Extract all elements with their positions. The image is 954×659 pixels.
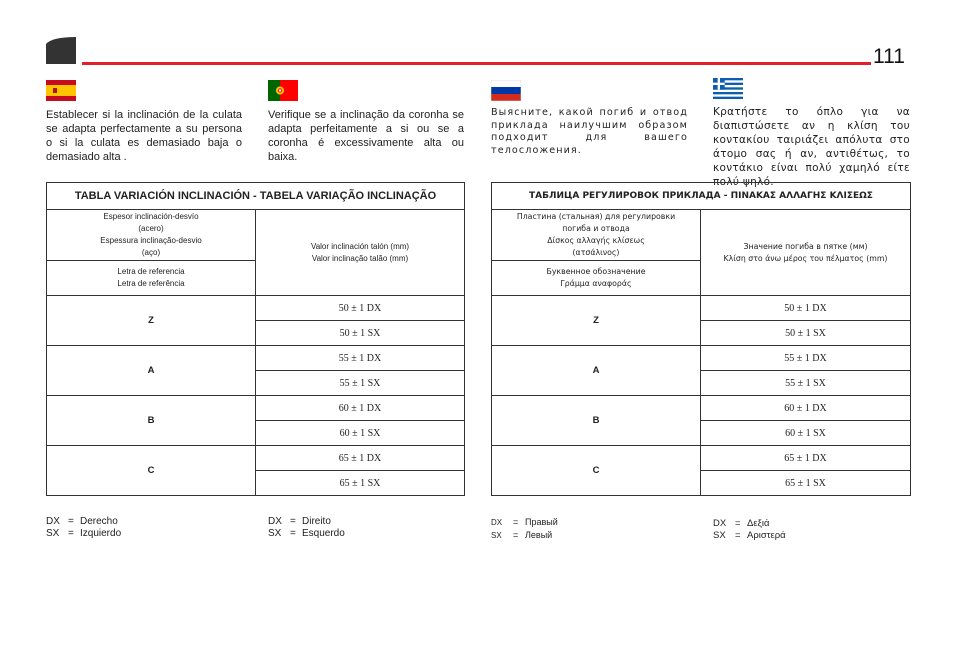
header-line: Valor inclinação talão (mm) [311, 253, 409, 263]
header-plate-thickness [47, 210, 256, 261]
row-letter: A [492, 346, 701, 396]
value-sx: 50 ± 1 SX [256, 321, 465, 346]
legend-value: Правый [525, 517, 558, 527]
header-line: Letra de referência [117, 279, 185, 288]
legend-key: SX [46, 528, 60, 539]
header-line: Espessura inclinação-desvio [100, 236, 202, 245]
legend-key: SX [268, 528, 282, 539]
intro-text-pt: Verifique se a inclinação da coronha se adapta perfeitamente a si ou se a coronha é excessivamente alta ou baixa. [268, 109, 464, 163]
legend-value: Esquerdo [302, 528, 345, 539]
inclination-table-es-pt [46, 182, 465, 496]
header-line: (aço) [141, 248, 161, 257]
header-line: Значение погиба в пятке (мм) [743, 241, 868, 251]
value-sx: 65 ± 1 SX [256, 471, 465, 496]
legend-key: SX [713, 530, 726, 541]
spain-flag-icon [46, 80, 76, 101]
row-letter: Z [47, 296, 256, 346]
header-line: Letra de referencia [117, 267, 185, 276]
row-letter: C [47, 446, 256, 496]
brand-logo [46, 37, 76, 64]
value-dx: 55 ± 1 DX [256, 346, 465, 371]
value-sx: 60 ± 1 SX [256, 421, 465, 446]
header-plate-thickness [492, 210, 701, 261]
row-letter: C [492, 446, 701, 496]
header-line: Κλίση στο άνω μέρος του πέλματος (mm) [723, 253, 888, 263]
intro-text-es: Establecer si la inclinación de la culata se adapta perfectamente a su persona o si la culata es demasiado baja o demasiado alta . [46, 109, 242, 163]
russia-flag-icon [491, 80, 521, 101]
header-line: Valor inclinación talón (mm) [310, 241, 410, 251]
row-letter: Z [492, 296, 701, 346]
row-letter: B [47, 396, 256, 446]
legend-key: SX [491, 531, 502, 540]
header-line: (ατσάλινος) [572, 248, 620, 257]
value-dx: 50 ± 1 DX [256, 296, 465, 321]
intro-text-el: Κρατήστε το όπλο για να διαπιστώσετε αν η κλίση του κοντακίου ταιριάζει απόλυτα στο άτομο σας ή αν, αντιθέτως, το κοντάκιο είναι πολύ χαμηλό είτε πολύ ψηλό. [713, 106, 910, 188]
value-dx: 60 ± 1 DX [256, 396, 465, 421]
header-line: Пластина (стальная) для регулировки [516, 212, 676, 221]
header-line: Espesor inclinación-desvío [103, 212, 199, 221]
legend-key: DX [713, 518, 727, 529]
legend-value: Δεξιά [747, 518, 770, 529]
value-sx: 55 ± 1 SX [256, 371, 465, 396]
table-title: TABLA VARIACIÓN INCLINACIÓN - TABELA VARIAÇÃO INCLINAÇÃO [47, 183, 465, 210]
value-dx: 65 ± 1 DX [256, 446, 465, 471]
legend-key: DX [268, 516, 282, 527]
legend-el: DX = Δεξιά SX = Αριστερά [713, 518, 786, 541]
legend-es: DX = Derecho SX = Izquierdo [46, 516, 122, 539]
header-line: Буквенное обозначение [546, 267, 646, 276]
row-letter: B [492, 396, 701, 446]
header-reference-letter [47, 261, 256, 296]
table-title: ТАБЛИЦА РЕГУЛИРОВОК ПРИКЛАДА - ΠΙΝΑΚΑΣ ΑΛΛΑΓΗΣ ΚΛΙΣΕΩΣ [492, 183, 911, 210]
legend-key: DX [46, 516, 60, 527]
legend-value: Direito [302, 516, 331, 527]
legend-pt: DX = Direito SX = Esquerdo [268, 516, 345, 539]
legend-key: DX [491, 518, 503, 527]
value-sx: 50 ± 1 SX [701, 321, 911, 346]
row-letter: A [47, 346, 256, 396]
legend-value: Левый [525, 530, 553, 540]
value-sx: 65 ± 1 SX [701, 471, 911, 496]
value-dx: 50 ± 1 DX [701, 296, 911, 321]
header-heel-value [256, 210, 465, 296]
value-sx: 55 ± 1 SX [701, 371, 911, 396]
header-line: (acero) [138, 224, 164, 233]
page-number: 111 [873, 45, 905, 68]
value-dx: 65 ± 1 DX [701, 446, 911, 471]
header-line: Γράμμα αναφοράς [560, 279, 632, 288]
legend-value: Αριστερά [747, 530, 786, 541]
legend-value: Izquierdo [80, 528, 122, 539]
header-line: Δίσκος αλλαγής κλίσεως [547, 236, 645, 245]
value-dx: 55 ± 1 DX [701, 346, 911, 371]
header-heel-value [701, 210, 911, 296]
legend-ru: DX = Правый SX = Левый [491, 517, 558, 540]
greece-flag-icon [713, 78, 743, 99]
intro-text-ru: Выясните, какой погиб и отвод приклада наилучшим образом подходит для вашего телосложения. [491, 107, 688, 156]
header-line: погиба и отвода [562, 224, 630, 233]
header-rule [82, 62, 871, 65]
inclination-table-ru-el [491, 182, 911, 496]
portugal-flag-icon [268, 80, 298, 101]
legend-value: Derecho [80, 516, 118, 527]
header-reference-letter [492, 261, 701, 296]
value-dx: 60 ± 1 DX [701, 396, 911, 421]
value-sx: 60 ± 1 SX [701, 421, 911, 446]
